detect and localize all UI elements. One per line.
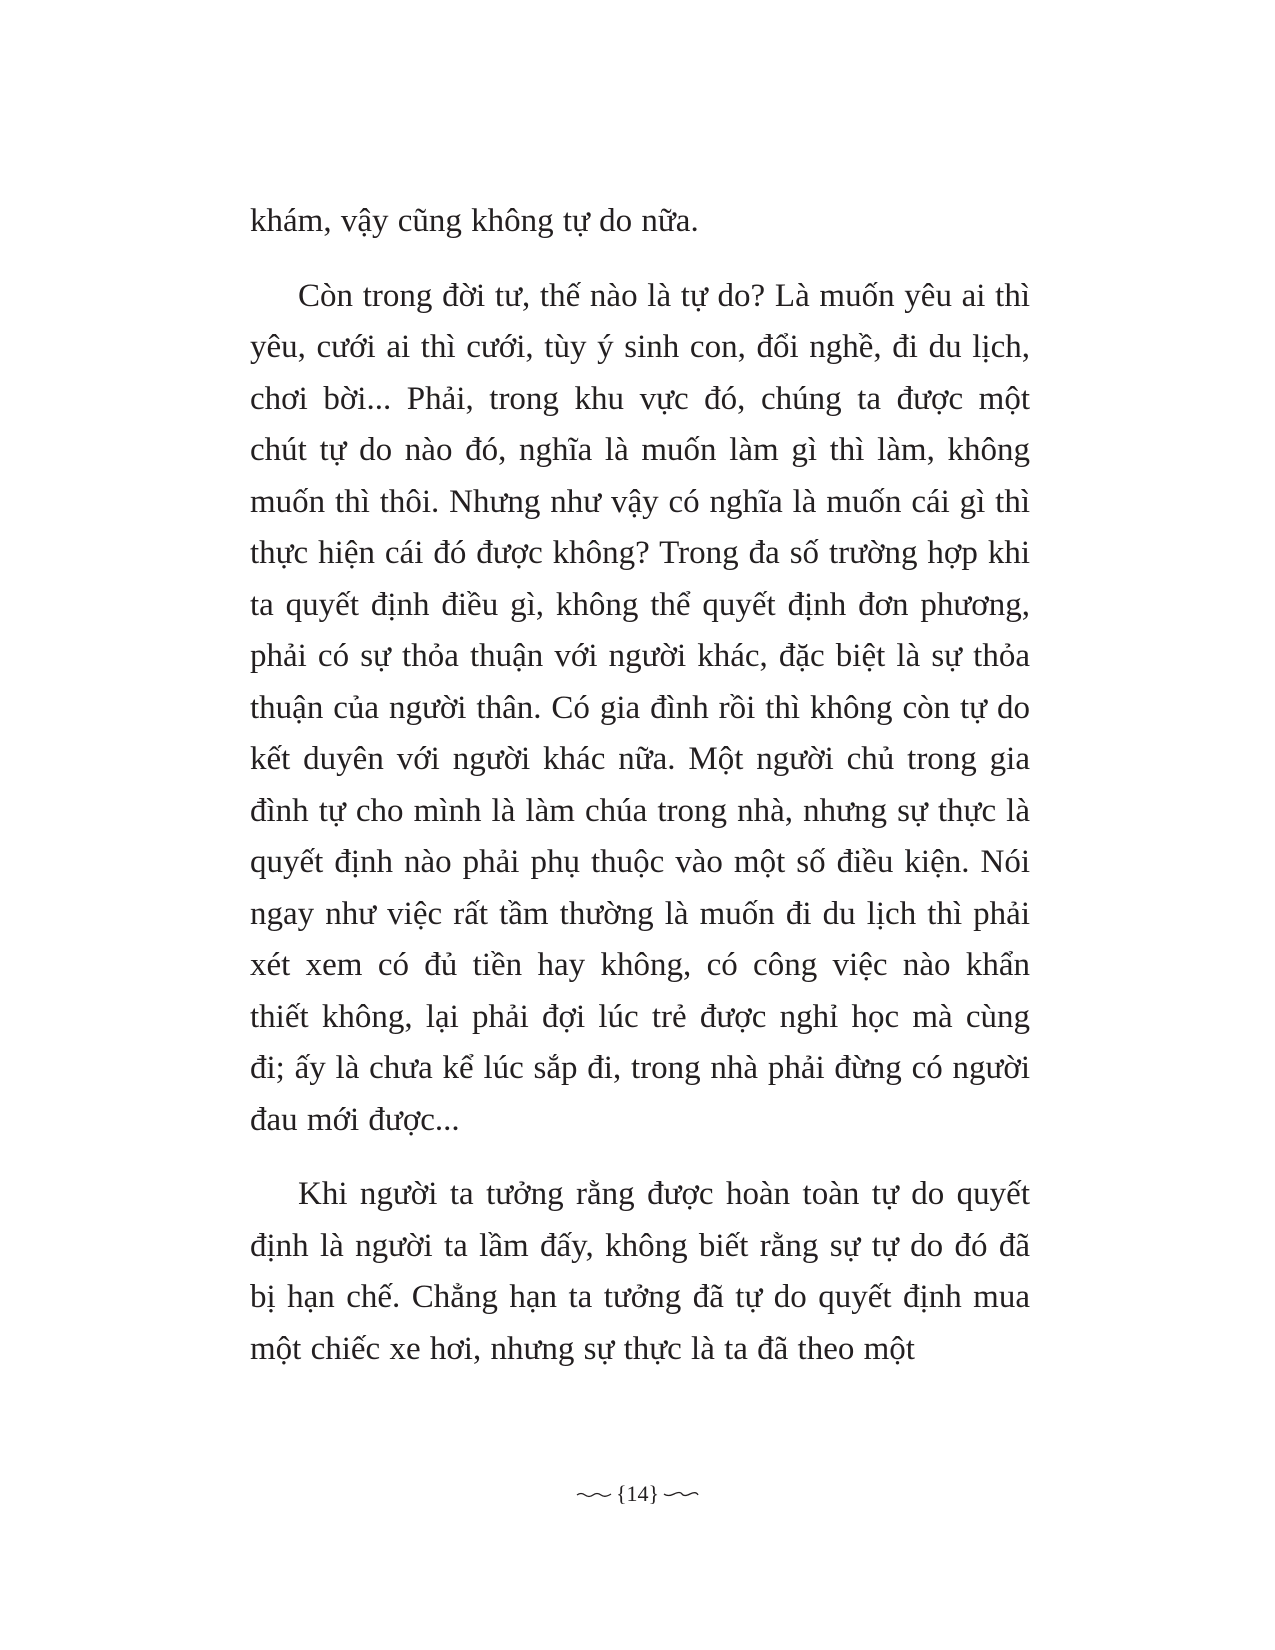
paragraph-continued: khám, vậy cũng không tự do nữa.: [250, 203, 699, 239]
right-ornament-icon: [663, 1489, 699, 1499]
page-footer: [0, 1474, 1275, 1514]
page-body: [250, 196, 1030, 1398]
paragraph: Khi người ta tưởng rằng được hoàn toàn tự do quyết định là người ta lầm đấy, không biết rằng sự tự do đó đã bị hạn chế. Chẳng hạn ta tưởng đã tự do quyết định mua một chiếc xe hơi, nhưng sự thực là ta đã theo một: [250, 1176, 1030, 1367]
paragraph: Còn trong đời tư, thế nào là tự do? Là muốn yêu ai thì yêu, cưới ai thì cưới, tùy ý sinh con, đổi nghề, đi du lịch, chơi bời... Phải, trong khu vực đó, chúng ta được một chút tự do nào đó, nghĩa là muốn làm gì thì làm, không muốn thì thôi. Nhưng như vậy có nghĩa là muốn cái gì thì thực hiện cái đó được không? Trong đa số trường hợp khi ta quyết định điều gì, không thể quyết định đơn phương, phải có sự thỏa thuận với người khác, đặc biệt là sự thỏa thuận của người thân. Có gia đình rồi thì không còn tự do kết duyên với người khác nữa. Một người chủ trong gia đình tự cho mình là làm chúa trong nhà, nhưng sự thực là quyết định nào phải phụ thuộc vào một số điều kiện. Nói ngay như việc rất tầm thường là muốn đi du lịch thì phải xét xem có đủ tiền hay không, có công việc nào khẩn thiết không, lại phải đợi lúc trẻ được nghỉ học mà cùng đi; ấy là chưa kể lúc sắp đi, trong nhà phải đừng có người đau mới được...: [250, 277, 1030, 1138]
left-ornament-icon: [576, 1489, 612, 1499]
page-number: {14}: [615, 1481, 660, 1506]
